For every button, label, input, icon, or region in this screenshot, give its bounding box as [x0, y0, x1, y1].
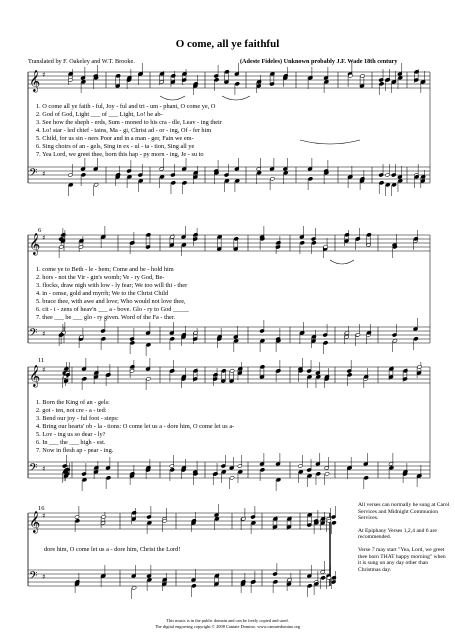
- note-head: [417, 365, 422, 369]
- note-head: [308, 76, 313, 80]
- lyric-line: 3. See how the sheph - erds, Sum - moned to his cra - dle, Leav - ing their: [36, 119, 222, 126]
- lyric-line: 4. Lo! star - led chief - tains, Ma - gi, Christ ad - or - ing, Of - fer him: [36, 127, 212, 134]
- lyric-line: 7. thee ___ be ___ glo - ry given. Word of the Fa - ther.: [36, 314, 176, 321]
- note-head: [273, 580, 278, 584]
- note-head: [276, 369, 281, 373]
- lyric-line: 5. brace thee, with awe and love; Who would not love thee,: [36, 298, 186, 305]
- note-head: [311, 335, 316, 339]
- note-head: [101, 329, 106, 333]
- note-paragraph: All verses can normally be sung at Carol Services and Midnight Communion Services.: [358, 502, 450, 522]
- note-head: [315, 371, 320, 375]
- note-head: [355, 333, 360, 337]
- note-head: [283, 167, 288, 171]
- note-head: [421, 80, 426, 84]
- measure-number: 11: [38, 357, 45, 364]
- note-head: [221, 470, 226, 474]
- lyric-line: 5. Lov - ing us so dear - ly?: [36, 431, 106, 438]
- note-head: [260, 365, 265, 369]
- note-head: [59, 245, 64, 249]
- note-head: [257, 171, 262, 175]
- note-head: [132, 586, 137, 590]
- note-head: [106, 466, 111, 470]
- note-head: [392, 183, 397, 187]
- note-head: [417, 474, 422, 478]
- note-head: [307, 584, 312, 588]
- note-head: [238, 470, 243, 474]
- lyric-line: 3. flocks, draw nigh with low - ly fear; We too will thi - ther: [36, 282, 188, 289]
- note-head: [221, 464, 226, 468]
- note-head: [170, 337, 175, 341]
- note-head: [270, 177, 275, 181]
- note-head: [101, 235, 106, 239]
- note-head: [159, 167, 164, 171]
- note-head: [59, 333, 64, 337]
- note-head: [347, 373, 352, 377]
- note-head: [138, 72, 143, 76]
- note-head: [169, 331, 174, 335]
- footer-line: The digital engraving copyright © 2008 Cantate Domino. www.cantatedomino.org: [154, 623, 301, 629]
- note-head: [276, 478, 281, 482]
- note-head: [146, 331, 151, 335]
- note-head: [146, 367, 151, 371]
- note-head: [101, 574, 106, 578]
- note-head: [273, 517, 278, 521]
- note-head: [299, 235, 304, 239]
- note-head: [307, 468, 312, 472]
- note-head: [101, 337, 106, 341]
- note-head: [147, 574, 152, 578]
- note-head: [260, 329, 265, 333]
- note-head: [403, 369, 408, 373]
- note-head: [106, 373, 111, 377]
- note-head: [146, 343, 151, 347]
- note-head: [68, 173, 73, 177]
- note-head: [81, 80, 86, 84]
- note-head: [94, 371, 99, 375]
- note-head: [276, 462, 281, 466]
- lyric-line: 2. hors - not the Vir - gin's womb; Ve - ry God, Be-: [36, 274, 165, 281]
- note-head: [385, 78, 390, 82]
- note-head: [325, 472, 330, 476]
- note-head: [193, 171, 198, 175]
- note-head: [132, 511, 137, 515]
- note-head: [237, 464, 242, 468]
- note-paragraph: At Epiphany Verses 1,2,4 and 6 are recommended.: [358, 527, 437, 541]
- note-head: [162, 578, 167, 582]
- note-head: [323, 333, 328, 337]
- note-head: [379, 173, 384, 177]
- note-head: [251, 580, 256, 584]
- bass-clef-icon: 𝄢: [29, 462, 38, 477]
- bass-clef-icon: 𝄢: [29, 167, 38, 182]
- lyric-line: 6. In ___ the ___ high - est.: [36, 439, 106, 446]
- note-head: [214, 74, 219, 78]
- note-head: [234, 237, 239, 241]
- note-head: [389, 462, 394, 466]
- note-head: [234, 72, 239, 76]
- note-head: [391, 173, 396, 177]
- note-head: [321, 517, 326, 521]
- note-head: [311, 237, 316, 241]
- treble-clef-icon: 𝄞: [29, 233, 41, 255]
- measure-number: 6: [38, 227, 42, 234]
- bass-clef-icon: 𝄢: [29, 570, 38, 585]
- note-head: [224, 70, 229, 74]
- note-head: [169, 464, 174, 468]
- note-head: [81, 167, 86, 171]
- note-head: [146, 233, 151, 237]
- note-head: [130, 337, 135, 341]
- note-head: [81, 173, 86, 177]
- note-head: [414, 70, 419, 74]
- sharp-icon: ♯: [42, 170, 46, 178]
- note-head: [213, 472, 218, 476]
- note-head: [235, 179, 240, 183]
- note-head: [355, 237, 360, 241]
- note-head: [224, 179, 229, 183]
- note-head: [193, 331, 198, 335]
- note-head: [130, 365, 135, 369]
- note-head: [256, 167, 261, 171]
- note-head: [229, 466, 234, 470]
- slur: [330, 260, 354, 264]
- note-head: [234, 339, 239, 343]
- note-head: [389, 367, 394, 371]
- note-head: [379, 82, 384, 86]
- note-head: [171, 74, 176, 78]
- lyric-line: 6. cit - i - zens of heav'n ___ a - bove. Glo - ry to God _____: [36, 306, 189, 313]
- note-head: [300, 331, 305, 335]
- note-head: [106, 476, 111, 480]
- note-head: [397, 72, 402, 76]
- note-head: [392, 339, 397, 343]
- note-head: [64, 367, 69, 371]
- note-head: [94, 183, 99, 187]
- note-head: [307, 375, 312, 379]
- note-head: [147, 515, 152, 519]
- note-head: [234, 167, 239, 171]
- note-head: [193, 233, 198, 237]
- note-head: [364, 476, 369, 480]
- note-head: [130, 341, 135, 345]
- slur: [160, 96, 185, 100]
- note-head: [62, 464, 67, 468]
- lyric-line: 4. in - cense, gold and myrrh; We to the Christ Child: [36, 290, 169, 297]
- note-head: [75, 515, 80, 519]
- note-head: [82, 478, 87, 482]
- note-head: [221, 369, 226, 373]
- note-head: [233, 335, 238, 339]
- note-head: [344, 331, 349, 335]
- treble-clef-icon: 𝄞: [29, 511, 41, 533]
- sharp-icon: ♯: [42, 573, 46, 581]
- note-head: [138, 173, 143, 177]
- note-head: [298, 470, 303, 474]
- note-head: [331, 515, 336, 519]
- note-head: [191, 578, 196, 582]
- note-head: [82, 377, 87, 381]
- treble-clef-icon: 𝄞: [29, 70, 41, 92]
- lyric-line: 2. got - ten, not cre - a - ted:: [36, 407, 107, 414]
- bass-clef-icon: 𝄢: [29, 327, 38, 342]
- note-head: [276, 241, 281, 245]
- note-head: [397, 175, 402, 179]
- note-head: [235, 82, 240, 86]
- note-head: [193, 369, 198, 373]
- note-head: [68, 72, 73, 76]
- note-head: [307, 369, 312, 373]
- note-head: [413, 337, 418, 341]
- sharp-icon: ♯: [42, 465, 46, 473]
- note-paragraph: Verse 7 may start "Yea, Lord, we greet thee born THAT happy morning" when it is sung on any day other than Christmas day.: [358, 546, 446, 573]
- note-head: [389, 466, 394, 470]
- lyric-line: 1. come ye to Beth - le - hem; Come and be - hold him: [36, 266, 174, 273]
- note-head: [94, 466, 99, 470]
- note-head: [127, 175, 132, 179]
- note-head: [385, 173, 390, 177]
- note-head: [238, 367, 243, 371]
- lyric-line: 1. Born the King of an - gels:: [36, 399, 110, 406]
- note-head: [147, 578, 152, 582]
- sharp-icon: ♯: [42, 366, 46, 374]
- note-head: [214, 517, 219, 521]
- note-head: [251, 521, 256, 525]
- note-head: [182, 72, 187, 76]
- hymn-title: O come, all ye faithful: [175, 38, 280, 50]
- note-head: [421, 175, 426, 179]
- note-head: [321, 576, 326, 580]
- note-head: [398, 76, 403, 80]
- note-head: [138, 179, 143, 183]
- note-head: [307, 474, 312, 478]
- note-head: [347, 369, 352, 373]
- note-head: [130, 241, 135, 245]
- note-head: [213, 373, 218, 377]
- note-head: [347, 466, 352, 470]
- note-head: [170, 173, 175, 177]
- note-head: [146, 377, 151, 381]
- treble-clef-icon: 𝄞: [29, 365, 41, 387]
- note-head: [230, 369, 235, 373]
- note-head: [307, 574, 312, 578]
- note-head: [348, 175, 353, 179]
- note-head: [79, 239, 84, 243]
- note-head: [170, 468, 175, 472]
- note-head: [217, 235, 222, 239]
- lyric-line: 3. Bend our joy - ful foot - steps:: [36, 415, 119, 422]
- note-head: [81, 76, 86, 80]
- translator-credit: Translated by F. Oakeley and W.T. Brooke.: [28, 58, 135, 65]
- note-head: [147, 521, 152, 525]
- note-head: [68, 183, 73, 187]
- note-head: [324, 466, 329, 470]
- note-head: [331, 576, 336, 580]
- note-head: [283, 171, 288, 175]
- note-head: [182, 167, 187, 171]
- note-head: [273, 572, 278, 576]
- note-head: [251, 515, 256, 519]
- note-head: [316, 375, 321, 379]
- note-head: [82, 367, 87, 371]
- note-head: [363, 462, 368, 466]
- note-head: [287, 578, 292, 582]
- note-head: [116, 74, 121, 78]
- note-head: [224, 173, 229, 177]
- measure-number: 16: [38, 505, 45, 512]
- lyric-line: 2. God of God, Light ___ of ___ Light, Lo! he ab-: [36, 111, 163, 118]
- note-head: [214, 513, 219, 517]
- slur: [222, 96, 250, 100]
- note-head: [131, 574, 136, 578]
- note-head: [316, 472, 321, 476]
- note-head: [366, 233, 371, 237]
- note-head: [61, 233, 66, 237]
- note-head: [323, 341, 328, 345]
- sharp-icon: ♯: [42, 512, 46, 520]
- note-head: [170, 235, 175, 239]
- note-head: [379, 78, 384, 82]
- note-head: [101, 515, 106, 519]
- copyright-footer: [0, 618, 455, 629]
- note-head: [298, 464, 303, 468]
- note-head: [181, 243, 186, 247]
- performance-notes: [358, 502, 450, 579]
- sharp-icon: ♯: [42, 234, 46, 242]
- note-head: [392, 333, 397, 337]
- note-head: [260, 468, 265, 472]
- note-head: [160, 175, 165, 179]
- note-head: [308, 177, 313, 181]
- note-head: [181, 235, 186, 239]
- lyric-line: 1. O come all ye faith - ful, Joy - ful and tri - um - phant, O come ye, O: [36, 103, 216, 110]
- note-head: [331, 521, 336, 525]
- note-head: [385, 183, 390, 187]
- composer-attribution: (Adeste Fideles) Unknown probably J.F. Wade 18th century: [240, 58, 398, 65]
- note-head: [260, 339, 265, 343]
- note-head: [75, 519, 80, 523]
- footer-line: This music is in the public domain and can be freely copied and used.: [166, 618, 289, 623]
- note-head: [182, 181, 187, 185]
- note-head: [171, 181, 176, 185]
- note-head: [308, 167, 313, 171]
- note-head: [270, 72, 275, 76]
- lyric-line: dore him, O come let us a - dore him, Christ the Lord!: [44, 546, 181, 553]
- note-head: [324, 76, 329, 80]
- note-head: [398, 179, 403, 183]
- lyric-line: 6. Sing choirs of an - gels, Sing in ex - ul - ta - tion, Sing all ye: [36, 143, 195, 150]
- note-head: [170, 369, 175, 373]
- lyric-line: 7. Yea Lord, we greet thee, born this hap - py morn - ing, Je - su to: [36, 151, 204, 158]
- note-head: [413, 327, 418, 331]
- note-head: [324, 80, 329, 84]
- note-head: [230, 476, 235, 480]
- note-head: [82, 472, 87, 476]
- note-head: [307, 513, 312, 517]
- note-head: [392, 80, 397, 84]
- note-head: [93, 167, 98, 171]
- note-head: [214, 574, 219, 578]
- lyric-line: 4. Bring our hearts' ob - la - tions: O come let us a - dore him, O come let us a-: [36, 423, 235, 430]
- sharp-icon: ♯: [42, 330, 46, 338]
- note-head: [270, 167, 275, 171]
- note-head: [287, 517, 292, 521]
- note-head: [241, 517, 246, 521]
- note-head: [300, 241, 305, 245]
- note-head: [260, 462, 265, 466]
- note-head: [315, 462, 320, 466]
- note-head: [311, 241, 316, 245]
- lyric-line: 7. Now in flesh ap - pear - ing.: [36, 447, 114, 454]
- slur: [300, 140, 360, 144]
- note-head: [379, 181, 384, 185]
- note-head: [360, 74, 365, 78]
- note-head: [127, 169, 132, 173]
- note-head: [344, 233, 349, 237]
- note-head: [214, 78, 219, 82]
- note-head: [191, 584, 196, 588]
- note-head: [160, 72, 165, 76]
- note-head: [320, 570, 325, 574]
- note-head: [257, 80, 262, 84]
- sharp-icon: ♯: [42, 71, 46, 79]
- lyric-line: 5. Child, for us sin - ners Poor and in a man - ger, Fain we em-: [36, 135, 194, 142]
